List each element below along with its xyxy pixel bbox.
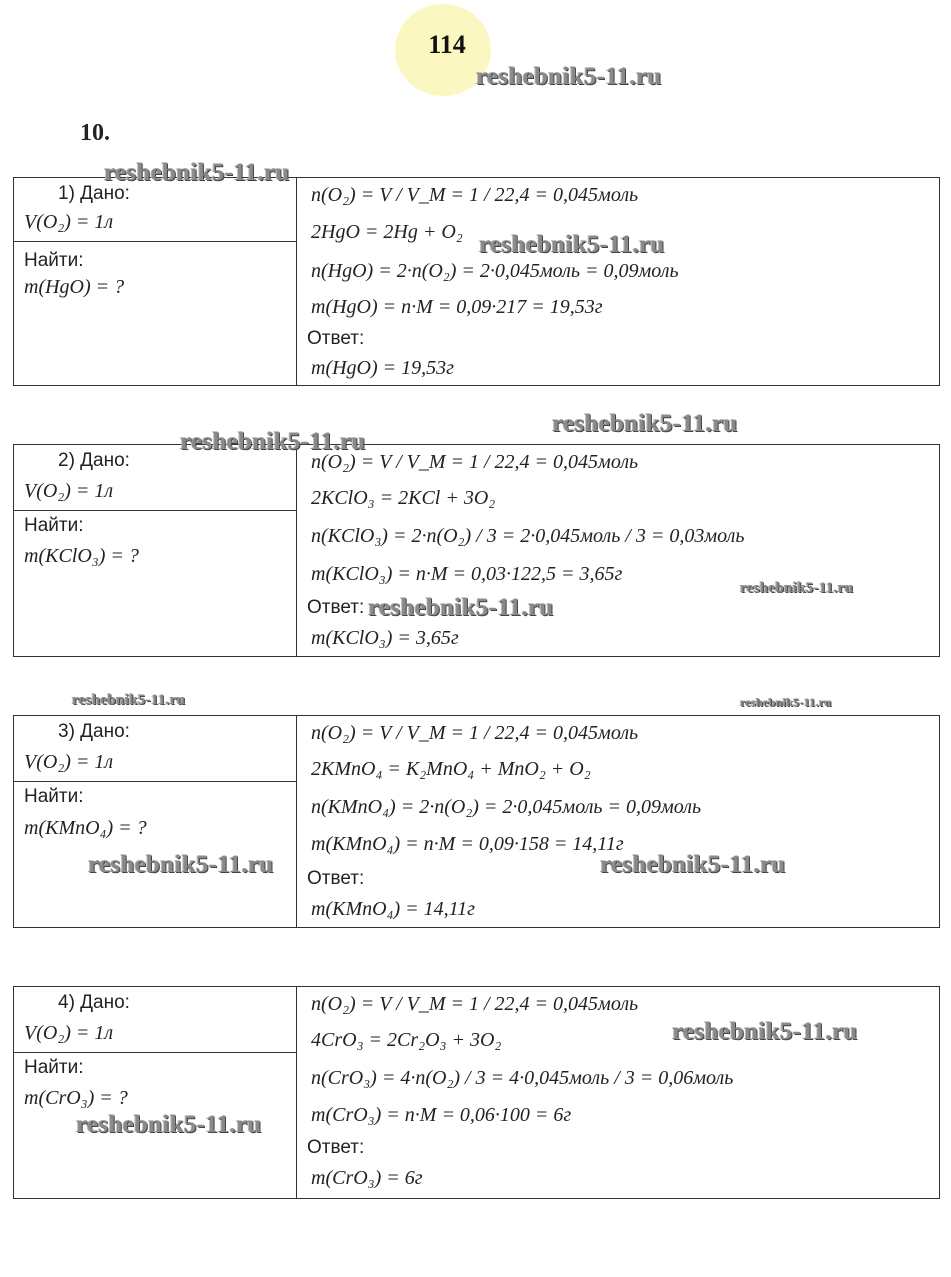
- given-column: [14, 178, 297, 385]
- task-number: 10.: [80, 120, 110, 146]
- solution-line: n(O₂) = V / V_M = 1 / 22,4 = 0,045моль: [311, 722, 639, 744]
- given-label: 2) Дано:: [58, 450, 130, 471]
- answer-value: m(KClO₃) = 3,65г: [311, 627, 459, 649]
- given-value: V(O₂) = 1л: [24, 211, 114, 233]
- watermark: reshebnik5-11.ru: [479, 231, 665, 258]
- watermark: reshebnik5-11.ru: [368, 594, 554, 621]
- watermark: reshebnik5-11.ru: [672, 1018, 858, 1045]
- solution-line: n(O₂) = V / V_M = 1 / 22,4 = 0,045моль: [311, 993, 639, 1015]
- watermark: reshebnik5-11.ru: [740, 580, 854, 596]
- watermark: reshebnik5-11.ru: [72, 692, 186, 708]
- answer-label: Ответ:: [307, 597, 365, 618]
- solution-block-1: [13, 177, 940, 386]
- solution-line: m(CrO₃) = n·M = 0,06·100 = 6г: [311, 1104, 572, 1126]
- solution-line: 2KMnO₄ = K₂MnO₄ + MnO₂ + O₂: [311, 758, 591, 780]
- given-column: [14, 445, 297, 656]
- find-value: m(KMnO₄) = ?: [24, 817, 147, 839]
- find-label: Найти:: [24, 1057, 84, 1078]
- answer-value: m(HgO) = 19,53г: [311, 357, 454, 379]
- watermark: reshebnik5-11.ru: [76, 1111, 262, 1138]
- solution-line: n(CrO₃) = 4·n(O₂) / 3 = 4·0,045моль / 3 = 0,06моль: [311, 1067, 734, 1089]
- given-section: [14, 716, 296, 782]
- given-section: [14, 987, 296, 1053]
- given-label: 4) Дано:: [58, 992, 130, 1013]
- watermark: reshebnik5-11.ru: [104, 159, 290, 186]
- find-label: Найти:: [24, 250, 84, 271]
- answer-value: m(CrO₃) = 6г: [311, 1167, 423, 1189]
- solution-line: m(HgO) = n·M = 0,09·217 = 19,53г: [311, 296, 603, 318]
- given-value: V(O₂) = 1л: [24, 1022, 114, 1044]
- solution-column: [297, 178, 939, 385]
- solution-block-3: [13, 715, 940, 928]
- page-number: 114: [428, 30, 466, 59]
- given-label: 1) Дано:: [58, 183, 130, 204]
- solution-line: m(KClO₃) = n·M = 0,03·122,5 = 3,65г: [311, 563, 623, 585]
- solution-line: n(O₂) = V / V_M = 1 / 22,4 = 0,045моль: [311, 451, 639, 473]
- given-label: 3) Дано:: [58, 721, 130, 742]
- find-value: m(HgO) = ?: [24, 276, 125, 298]
- watermark: reshebnik5-11.ru: [600, 851, 786, 878]
- answer-label: Ответ:: [307, 868, 365, 889]
- solution-line: n(KClO₃) = 2·n(O₂) / 3 = 2·0,045моль / 3 = 0,03моль: [311, 525, 745, 547]
- watermark: reshebnik5-11.ru: [180, 428, 366, 455]
- solution-block-2: [13, 444, 940, 657]
- given-column: [14, 716, 297, 927]
- find-value: m(KClO₃) = ?: [24, 545, 139, 567]
- answer-value: m(KMnO₄) = 14,11г: [311, 898, 475, 920]
- answer-label: Ответ:: [307, 1137, 365, 1158]
- given-value: V(O₂) = 1л: [24, 751, 114, 773]
- given-column: [14, 987, 297, 1198]
- find-label: Найти:: [24, 515, 84, 536]
- solution-column: [297, 716, 939, 927]
- solution-line: 2KClO₃ = 2KCl + 3O₂: [311, 487, 496, 509]
- solution-line: 4CrO₃ = 2Cr₂O₃ + 3O₂: [311, 1029, 502, 1051]
- solution-line: n(O₂) = V / V_M = 1 / 22,4 = 0,045моль: [311, 184, 639, 206]
- solution-line: 2HgO = 2Hg + O₂: [311, 221, 463, 243]
- given-section: [14, 178, 296, 242]
- watermark: reshebnik5-11.ru: [476, 63, 662, 90]
- watermark: reshebnik5-11.ru: [88, 851, 274, 878]
- given-value: V(O₂) = 1л: [24, 480, 114, 502]
- answer-label: Ответ:: [307, 328, 365, 349]
- solution-line: m(KMnO₄) = n·M = 0,09·158 = 14,11г: [311, 833, 624, 855]
- solution-line: n(KMnO₄) = 2·n(O₂) = 2·0,045моль = 0,09моль: [311, 796, 702, 818]
- solution-line: n(HgO) = 2·n(O₂) = 2·0,045моль = 0,09моль: [311, 260, 679, 282]
- watermark: reshebnik5-11.ru: [740, 695, 832, 709]
- watermark: reshebnik5-11.ru: [552, 410, 738, 437]
- find-label: Найти:: [24, 786, 84, 807]
- solution-column: [297, 445, 939, 656]
- find-value: m(CrO₃) = ?: [24, 1087, 128, 1109]
